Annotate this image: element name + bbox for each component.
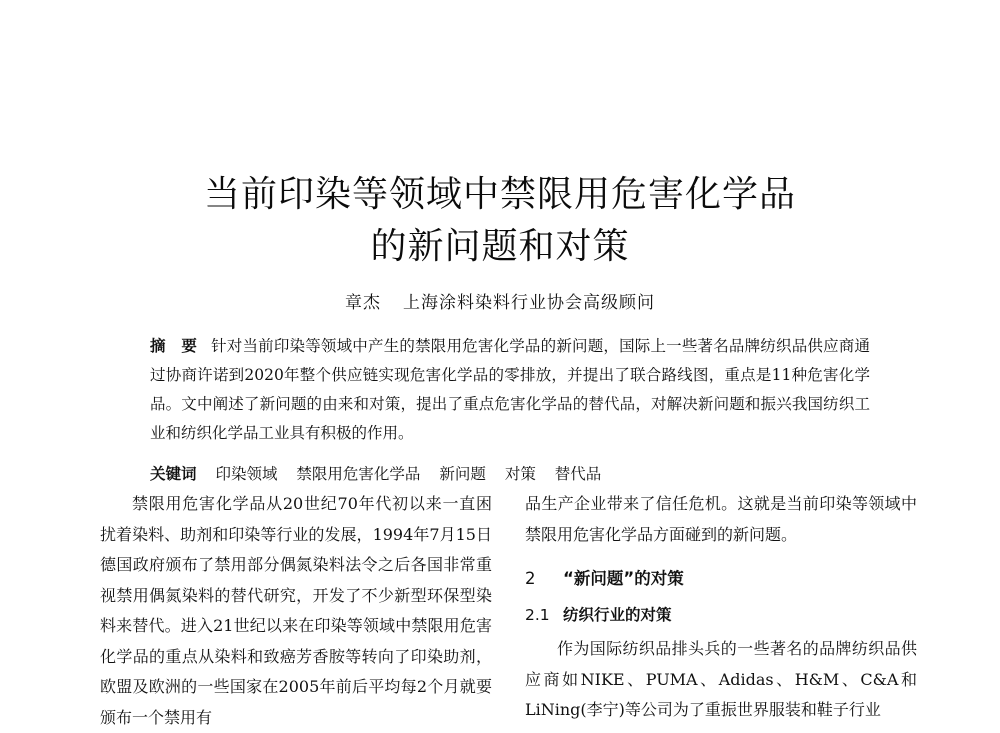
section-number: 2	[525, 569, 536, 588]
keyword: 禁限用危害化学品	[296, 465, 421, 483]
author-name: 章杰	[345, 293, 381, 313]
keyword: 对策	[504, 465, 536, 483]
body-paragraph: 品生产企业带来了信任危机。这就是当前印染等领域中禁限用危害化学品方面碰到的新问题。	[525, 494, 917, 544]
article-title-line-2: 的新问题和对策	[370, 226, 630, 267]
keyword: 新问题	[439, 465, 486, 483]
left-column	[100, 489, 492, 733]
subsection-title: 纺织行业的对策	[563, 606, 672, 624]
keywords-label: 关键词	[150, 465, 197, 483]
subsection-number: 2.1	[525, 606, 550, 624]
keywords	[150, 462, 870, 486]
subsection-heading-2-1	[525, 600, 917, 630]
keyword: 印染领域	[215, 465, 278, 483]
body-paragraph: 作为国际纺织品排头兵的一些著名的品牌纺织品供应商如NIKE、PUMA、Adidas、H&M、C&A和LiNing(李宁)等公司为了重振世界服装和鞋子行业	[525, 639, 917, 719]
section-title: “新问题”的对策	[563, 569, 684, 588]
author-line	[0, 288, 1000, 313]
right-column	[525, 489, 917, 726]
abstract-text: 针对当前印染等领域中产生的禁限用危害化学品的新问题，国际上一些著名品牌纺织品供应商通过协商许诺到2020年整个供应链实现危害化学品的零排放，并提出了联合路线图，重点是11种危害化学品。文中阐述了新问题的由来和对策，提出了重点危害化学品的替代品，对解决新问题和振兴我国纺织工业和纺织化学品工业具有积极的作用。	[150, 337, 870, 442]
keyword: 替代品	[554, 465, 602, 483]
abstract	[150, 332, 870, 448]
author-affiliation: 上海涂料染料行业协会高级顾问	[403, 293, 655, 313]
section-heading-2	[525, 564, 917, 594]
abstract-label: 摘 要	[150, 337, 198, 355]
article-title-line-1: 当前印染等领域中禁限用危害化学品	[203, 174, 796, 215]
body-paragraph: 禁限用危害化学品从20世纪70年代初以来一直困扰着染料、助剂和印染等行业的发展，1994年7月15日德国政府颁布了禁用部分偶氮染料法令之后各国非常重视禁用偶氮染料的替代研究，开发了不少新型环保型染料来替代。进入21世纪以来在印染等领域中禁限用危害化学品的重点从染料和致癌芳香胺等转向了印染助剂，欧盟及欧洲的一些国家在2005年前后平均每2个月就要颁布一个禁用有	[100, 494, 492, 727]
